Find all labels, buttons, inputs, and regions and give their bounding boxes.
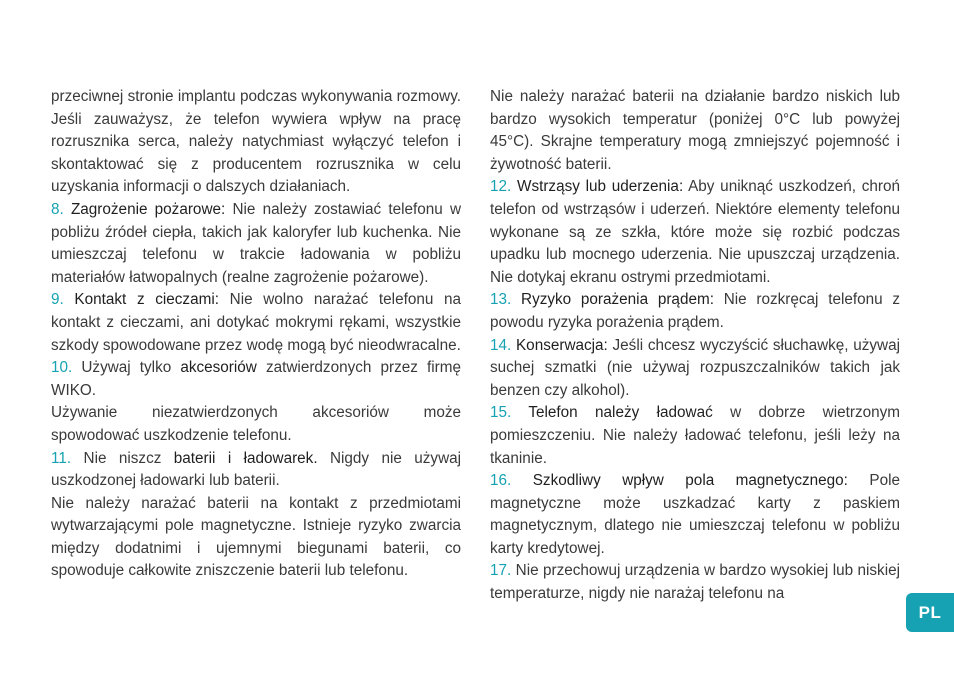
item-number: 10.	[51, 359, 73, 377]
item-text: Jeśli chcesz wyczyścić słuchawkę, używaj suchej szmatki (nie używaj rozpuszczalników takich jak benzen czy alkohol).	[490, 336, 901, 399]
item-title: Ryzyko porażenia prądem:	[521, 291, 714, 309]
item-8	[51, 199, 461, 289]
item-pre: Nie niszcz	[83, 449, 162, 467]
left-column	[51, 86, 461, 583]
language-tab: PL	[906, 593, 954, 632]
item-text: Nie przechowuj urządzenia w bardzo wysokiej lub niskiej temperaturze, nigdy nie narażaj telefonu na	[490, 562, 901, 603]
item-title: Wstrząsy lub uderzenia:	[517, 178, 684, 196]
item-text: Nie wolno narażać telefonu na kontakt z cieczami, ani dotykać mokrymi rękami, wszystkie szkody spowodowane przez wodę mogą być nieodwracalne.	[51, 291, 462, 354]
item-12	[490, 176, 900, 289]
item-10	[51, 357, 461, 402]
item-title: Szkodliwy wpływ pola magnetycznego:	[532, 472, 848, 490]
item-number: 17.	[490, 562, 512, 580]
item-text: zatwierdzonych przez firmę WIKO.	[51, 359, 462, 399]
item-title: Kontakt z cieczami:	[74, 291, 219, 309]
item-title: Konserwacja:	[515, 336, 608, 354]
item-number: 11.	[51, 449, 72, 467]
right-column	[490, 86, 900, 606]
item-11-extra: Nie należy narażać baterii na kontakt z przedmiotami wytwarzającymi pole magnetyczne. Istnieje ryzyko zwarcia między dodatnimi i ujemnymi biegunami baterii, co spowoduje całkowite zniszczenie baterii lub telefonu.	[51, 494, 461, 580]
item-16	[490, 470, 900, 560]
item-text: Nigdy nie używaj uszkodzonej ładowarki lub baterii.	[51, 449, 462, 490]
item-number: 9.	[51, 291, 64, 309]
item-number: 13.	[490, 291, 512, 309]
item-text: Nie rozkręcaj telefonu z powodu ryzyka porażenia prądem.	[490, 291, 901, 331]
left-continuation: przeciwnej stronie implantu podczas wykonywania rozmowy. Jeśli zauważysz, że telefon wywiera wpływ na pracę rozrusznika serca, należy natychmiast wyłączyć telefon i skontaktować się z producentem rozrusznika w celu uzyskania informacji o dalszych działaniach.	[51, 88, 461, 196]
item-11	[51, 448, 461, 493]
item-number: 12.	[490, 178, 512, 196]
item-title: baterii i ładowarek.	[173, 449, 318, 467]
item-14	[490, 335, 900, 403]
item-title: Zagrożenie pożarowe:	[70, 200, 226, 218]
item-number: 16.	[490, 472, 512, 490]
item-text: w dobrze wietrzonym pomieszczeniu. Nie należy ładować telefonu, jeśli leży na tkaninie.	[490, 404, 900, 467]
item-text: Pole magnetyczne może uszkadzać karty z paskiem magnetycznym, dlatego nie umieszczaj telefonu w pobliżu karty kredytowej.	[490, 472, 901, 557]
item-17	[490, 560, 900, 605]
item-number: 14.	[490, 336, 512, 354]
item-10-extra: Używanie niezatwierdzonych akcesoriów może spowodować uszkodzenie telefonu.	[51, 404, 461, 444]
item-number: 15.	[490, 404, 512, 422]
item-9	[51, 289, 461, 357]
item-13	[490, 289, 900, 334]
item-title: Telefon należy ładować	[528, 404, 713, 422]
item-pre: Używaj tylko	[81, 359, 172, 377]
item-number: 8.	[51, 200, 64, 218]
item-text: Aby uniknąć uszkodzeń, chroń telefon od wstrząsów i uderzeń. Niektóre elementy telefonu wykonane są ze szkła, które może się rozbić podczas upadku lub mocnego uderzenia. Nie upuszczaj urządzenia. Nie dotykaj ekranu ostrymi przedmiotami.	[490, 178, 901, 286]
right-continuation: Nie należy narażać baterii na działanie bardzo niskich lub bardzo wysokich temperatur (poniżej 0°C lub powyżej 45°C). Skrajne temperatury mogą zmniejszyć pojemność i żywotność baterii.	[490, 88, 900, 173]
item-15	[490, 402, 900, 470]
item-title: akcesoriów	[180, 359, 257, 377]
item-text: Nie należy zostawiać telefonu w pobliżu źródeł ciepła, takich jak kaloryfer lub kuchenka. Nie umieszczaj telefonu w trakcie ładowania w pobliżu materiałów łatwopalnych (realne zagrożenie pożarowe).	[51, 200, 461, 286]
